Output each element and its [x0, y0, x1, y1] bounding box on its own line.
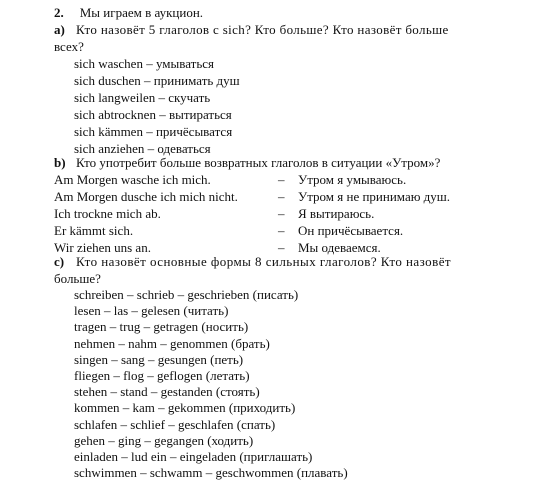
part-c-question-line1: Кто назовёт основные формы 8 сильных глаголов? Кто назовёт [76, 254, 452, 269]
german-sentence: Am Morgen wasche ich mich. [54, 172, 211, 187]
part-a-question [54, 21, 524, 55]
part-b-letter: b) [54, 155, 66, 170]
russian-sentence: Утром я умываюсь. [298, 172, 407, 187]
part-b-question [54, 154, 524, 171]
german-sentence: Wir ziehen uns an. [54, 240, 151, 255]
exercise-heading: Мы играем в аукцион. [79, 5, 204, 20]
table-row [54, 188, 534, 205]
part-a-question-line2: всех? [54, 39, 84, 54]
table-row [54, 222, 534, 239]
table-row [54, 171, 534, 188]
part-c-letter: c) [54, 254, 65, 269]
list-item: tragen – trug – getragen (носить) [74, 319, 249, 335]
russian-sentence: Он причёсывается. [298, 223, 404, 238]
german-sentence: Er kämmt sich. [54, 223, 134, 238]
list-item: sich anziehen – одеваться [74, 141, 211, 156]
list-item: singen – sang – gesungen (петь) [74, 351, 244, 367]
list-item: sich abtrocknen – вытираться [74, 107, 232, 122]
part-c-question-line2: больше? [54, 271, 101, 286]
list-item: sich duschen – принимать душ [74, 73, 240, 88]
list-item: schreiben – schrieb – geschrieben (писать) [74, 287, 299, 302]
russian-sentence: Мы одеваемся. [298, 240, 381, 255]
list-item: sich langweilen – скучать [74, 90, 211, 105]
list-item: sich kämmen – причёсыватся [74, 124, 233, 139]
list-item: kommen – kam – gekommen (приходить) [74, 400, 296, 416]
dash: – [278, 172, 285, 187]
dash: – [278, 189, 285, 204]
list-item: nehmen – nahm – genommen (брать) [74, 335, 270, 351]
part-b-question-text: Кто употребит больше возвратных глаголов в ситуации «Утром»? [76, 155, 441, 170]
list-item: stehen – stand – gestanden (стоять) [74, 384, 260, 400]
exercise-number: 2. [54, 5, 64, 20]
russian-sentence: Утром я не принимаю душ. [298, 189, 451, 204]
german-sentence: Am Morgen dusche ich mich nicht. [54, 189, 238, 204]
list-item: fliegen – flog – geflogen (летать) [74, 368, 250, 383]
list-item: lesen – las – gelesen (читать) [74, 303, 229, 319]
dash: – [278, 240, 285, 255]
russian-sentence: Я вытираюсь. [298, 206, 375, 221]
table-row [54, 205, 534, 222]
german-sentence: Ich trockne mich ab. [54, 206, 161, 221]
list-item: schlafen – schlief – geschlafen (спать) [74, 416, 276, 432]
part-a-letter: a) [54, 22, 65, 37]
list-item: sich waschen – умываться [74, 56, 214, 71]
dash: – [278, 223, 285, 238]
list-item: gehen – ging – gegangen (ходить) [74, 432, 254, 448]
exercise-title [54, 4, 203, 21]
dash: – [278, 206, 285, 221]
list-item: schwimmen – schwamm – geschwommen (плавать) [74, 465, 348, 481]
list-item: einladen – lud ein – eingeladen (приглашать) [74, 449, 313, 464]
part-c-question [54, 253, 524, 287]
part-a-question-line1: Кто назовёт 5 глаголов с sich? Кто больше? Кто назовёт больше [76, 22, 449, 37]
